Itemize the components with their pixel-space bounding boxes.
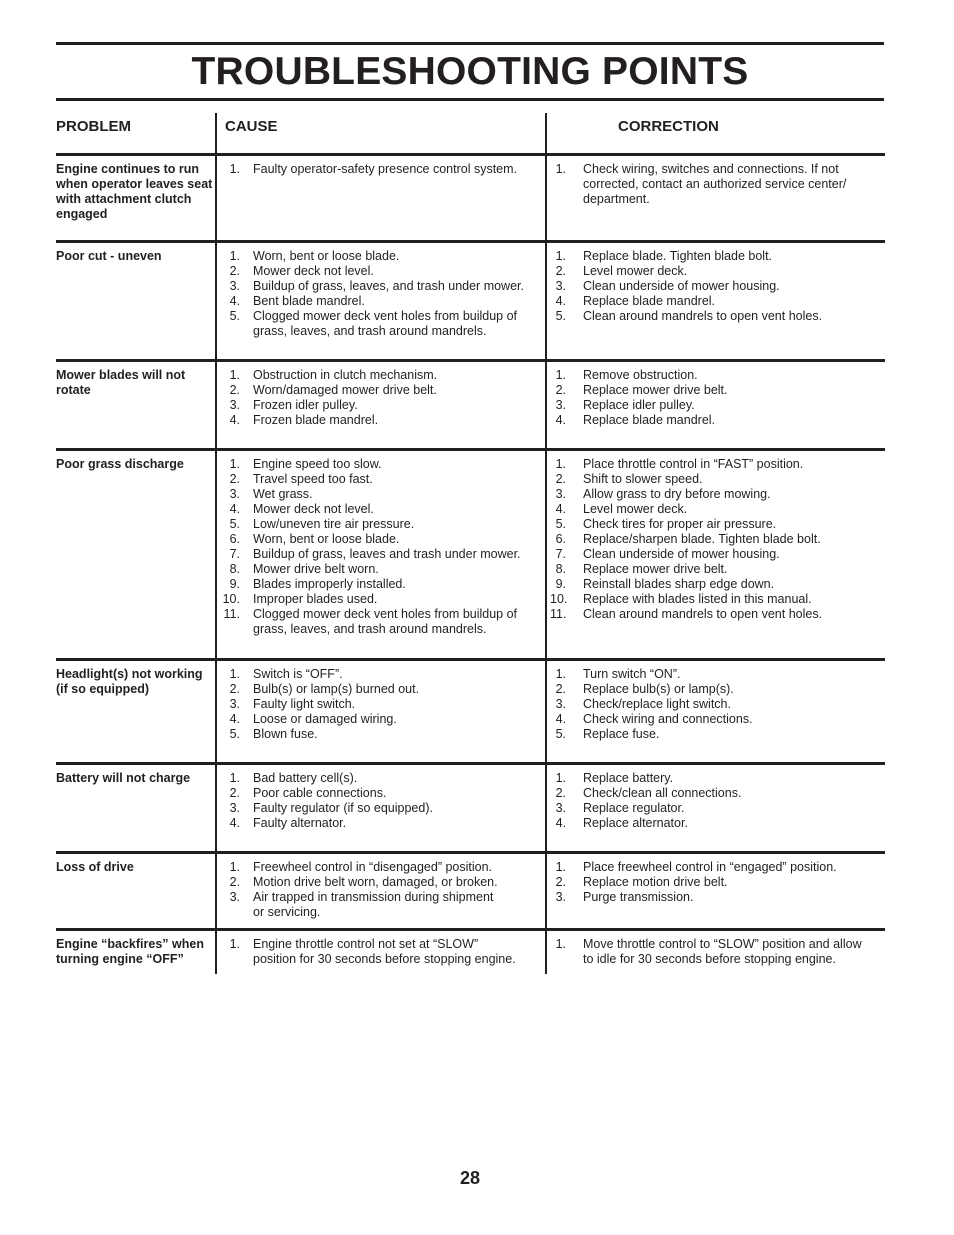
item-text: Place throttle control in “FAST” position.	[583, 457, 804, 471]
column-divider	[545, 854, 547, 928]
correction-item	[550, 279, 884, 294]
cause-item	[220, 309, 540, 339]
item-number: 2.	[229, 682, 240, 696]
cause-list	[220, 937, 540, 967]
table-row	[56, 362, 886, 448]
cause-list	[220, 368, 540, 428]
item-text: Blown fuse.	[253, 727, 318, 741]
item-number: 5.	[229, 309, 240, 323]
problem-cell: Headlight(s) not working (if so equipped)	[56, 667, 203, 696]
column-divider	[215, 113, 217, 153]
item-number: 4.	[229, 502, 240, 516]
title-rule	[56, 98, 884, 101]
cause-item	[220, 472, 540, 487]
correction-item	[550, 771, 884, 786]
cause-item	[220, 294, 540, 309]
item-number: 6.	[229, 532, 240, 546]
correction-item	[550, 682, 884, 697]
cause-item	[220, 592, 540, 607]
table-row	[56, 765, 886, 851]
correction-list	[550, 860, 884, 905]
correction-item	[550, 547, 884, 562]
item-number: 11.	[223, 607, 240, 621]
item-number: 4.	[229, 294, 240, 308]
cause-item	[220, 487, 540, 502]
item-text: Level mower deck.	[583, 502, 688, 516]
table-row	[56, 243, 886, 359]
item-text: Engine throttle control not set at “SLOW” position for 30 seconds before stopping engine.	[253, 937, 516, 966]
item-number: 1.	[229, 860, 240, 874]
item-text: Replace bulb(s) or lamp(s).	[583, 682, 734, 696]
cause-item	[220, 532, 540, 547]
item-text: Replace mower drive belt.	[583, 562, 728, 576]
item-number: 1.	[229, 667, 240, 681]
cause-item	[220, 577, 540, 592]
item-number: 1.	[555, 457, 566, 471]
column-divider	[545, 661, 547, 762]
item-number: 5.	[555, 309, 566, 323]
correction-item	[550, 413, 884, 428]
column-divider	[545, 451, 547, 658]
item-number: 3.	[229, 697, 240, 711]
item-number: 1.	[555, 860, 566, 874]
cause-item	[220, 562, 540, 577]
item-text: Clogged mower deck vent holes from buildup of grass, leaves, and trash around mandrels.	[253, 309, 518, 338]
cause-item	[220, 457, 540, 472]
correction-list	[550, 162, 884, 207]
item-text: Improper blades used.	[253, 592, 378, 606]
correction-list	[550, 771, 884, 831]
correction-item	[550, 667, 884, 682]
cause-item	[220, 413, 540, 428]
item-number: 9.	[229, 577, 240, 591]
cause-list	[220, 162, 540, 177]
correction-list	[550, 249, 884, 324]
problem-cell: Poor cut - uneven	[56, 249, 162, 263]
item-text: Worn, bent or loose blade.	[253, 249, 400, 263]
item-number: 4.	[555, 712, 566, 726]
item-text: Motion drive belt worn, damaged, or broken.	[253, 875, 498, 889]
item-text: Level mower deck.	[583, 264, 688, 278]
item-text: Allow grass to dry before mowing.	[583, 487, 771, 501]
item-text: Check wiring and connections.	[583, 712, 753, 726]
correction-item	[550, 727, 884, 742]
cause-list	[220, 860, 540, 920]
item-text: Check/replace light switch.	[583, 697, 731, 711]
correction-list	[550, 368, 884, 428]
item-number: 1.	[229, 937, 240, 951]
item-text: Worn/damaged mower drive belt.	[253, 383, 437, 397]
item-number: 2.	[555, 875, 566, 889]
correction-item	[550, 398, 884, 413]
column-divider	[545, 156, 547, 240]
cause-item	[220, 771, 540, 786]
item-text: Move throttle control to “SLOW” position and allow to idle for 30 seconds before stopping engine.	[583, 937, 862, 966]
item-text: Faulty light switch.	[253, 697, 356, 711]
item-text: Check/clean all connections.	[583, 786, 742, 800]
top-rule	[56, 42, 884, 45]
item-text: Replace idler pulley.	[583, 398, 695, 412]
item-number: 3.	[555, 890, 566, 904]
item-number: 5.	[555, 517, 566, 531]
column-divider	[215, 451, 217, 658]
column-divider	[545, 362, 547, 448]
item-number: 2.	[555, 682, 566, 696]
cause-item	[220, 667, 540, 682]
item-text: Freewheel control in “disengaged” position.	[253, 860, 493, 874]
item-number: 2.	[229, 472, 240, 486]
item-text: Check wiring, switches and connections. If not corrected, contact an authorized service center/ department.	[583, 162, 847, 206]
item-number: 3.	[555, 801, 566, 815]
item-text: Bulb(s) or lamp(s) burned out.	[253, 682, 420, 696]
cause-item	[220, 368, 540, 383]
cause-item	[220, 502, 540, 517]
item-number: 2.	[229, 786, 240, 800]
item-number: 1.	[555, 162, 566, 176]
correction-item	[550, 562, 884, 577]
correction-item	[550, 162, 884, 207]
item-text: Replace blade. Tighten blade bolt.	[583, 249, 773, 263]
item-number: 2.	[555, 264, 566, 278]
item-number: 4.	[229, 816, 240, 830]
item-number: 4.	[555, 294, 566, 308]
item-number: 7.	[555, 547, 566, 561]
item-text: Replace mower drive belt.	[583, 383, 728, 397]
correction-item	[550, 712, 884, 727]
item-text: Buildup of grass, leaves, and trash under mower.	[253, 279, 524, 293]
page-number: 28	[459, 1168, 481, 1188]
item-number: 3.	[555, 697, 566, 711]
column-divider	[545, 113, 547, 153]
item-text: Engine speed too slow.	[253, 457, 382, 471]
item-number: 1.	[555, 249, 566, 263]
item-text: Bent blade mandrel.	[253, 294, 365, 308]
item-text: Replace with blades listed in this manual.	[583, 592, 812, 606]
item-text: Replace/sharpen blade. Tighten blade bolt.	[583, 532, 821, 546]
problem-cell: Engine “backfires” when turning engine “OFF”	[56, 937, 204, 966]
correction-column-header: CORRECTION	[618, 118, 719, 135]
item-number: 8.	[229, 562, 240, 576]
item-number: 2.	[555, 786, 566, 800]
item-text: Replace fuse.	[583, 727, 660, 741]
item-number: 1.	[555, 368, 566, 382]
cause-item	[220, 786, 540, 801]
item-number: 3.	[229, 801, 240, 815]
item-number: 2.	[555, 383, 566, 397]
item-number: 1.	[229, 368, 240, 382]
cause-item	[220, 875, 540, 890]
cause-item	[220, 801, 540, 816]
correction-item	[550, 517, 884, 532]
item-text: Poor cable connections.	[253, 786, 387, 800]
item-number: 2.	[229, 875, 240, 889]
item-number: 1.	[229, 771, 240, 785]
item-text: Clean around mandrels to open vent holes.	[583, 309, 823, 323]
item-text: Replace regulator.	[583, 801, 685, 815]
item-text: Worn, bent or loose blade.	[253, 532, 400, 546]
item-text: Bad battery cell(s).	[253, 771, 358, 785]
item-text: Travel speed too fast.	[253, 472, 373, 486]
troubleshooting-table	[56, 113, 886, 974]
cause-item	[220, 264, 540, 279]
item-number: 4.	[555, 816, 566, 830]
item-number: 9.	[555, 577, 566, 591]
correction-list	[550, 937, 884, 967]
item-text: Obstruction in clutch mechanism.	[253, 368, 438, 382]
item-text: Clean around mandrels to open vent holes.	[583, 607, 823, 621]
item-text: Replace battery.	[583, 771, 674, 785]
item-number: 11.	[550, 607, 567, 621]
correction-item	[550, 890, 884, 905]
table-row	[56, 661, 886, 762]
cause-list	[220, 249, 540, 339]
cause-list	[220, 457, 540, 637]
item-number: 3.	[229, 890, 240, 904]
item-text: Blades improperly installed.	[253, 577, 406, 591]
item-text: Purge transmission.	[583, 890, 694, 904]
item-number: 1.	[555, 937, 566, 951]
table-row	[56, 854, 886, 928]
problem-column-header: PROBLEM	[56, 118, 131, 135]
cause-item	[220, 383, 540, 398]
cause-item	[220, 517, 540, 532]
item-number: 3.	[555, 487, 566, 501]
item-number: 3.	[555, 279, 566, 293]
item-text: Faulty regulator (if so equipped).	[253, 801, 433, 815]
item-number: 3.	[229, 279, 240, 293]
correction-item	[550, 472, 884, 487]
cause-item	[220, 398, 540, 413]
item-text: Mower deck not level.	[253, 264, 374, 278]
cause-list	[220, 771, 540, 831]
item-number: 1.	[229, 162, 240, 176]
table-header-row	[56, 113, 886, 153]
column-divider	[545, 931, 547, 974]
item-number: 1.	[229, 457, 240, 471]
item-text: Loose or damaged wiring.	[253, 712, 397, 726]
cause-item	[220, 162, 540, 177]
item-text: Replace blade mandrel.	[583, 413, 716, 427]
item-number: 8.	[555, 562, 566, 576]
cause-item	[220, 937, 540, 967]
cause-item	[220, 727, 540, 742]
correction-item	[550, 368, 884, 383]
correction-item	[550, 532, 884, 547]
cause-item	[220, 816, 540, 831]
cause-item	[220, 682, 540, 697]
problem-cell: Battery will not charge	[56, 771, 191, 785]
correction-list	[550, 667, 884, 742]
item-number: 4.	[229, 712, 240, 726]
item-number: 4.	[555, 502, 566, 516]
table-row	[56, 931, 886, 974]
item-text: Clean underside of mower housing.	[583, 279, 780, 293]
cause-item	[220, 860, 540, 875]
cause-item	[220, 697, 540, 712]
correction-item	[550, 487, 884, 502]
item-text: Place freewheel control in “engaged” position.	[583, 860, 837, 874]
correction-item	[550, 875, 884, 890]
item-text: Clean underside of mower housing.	[583, 547, 780, 561]
item-number: 2.	[229, 383, 240, 397]
correction-item	[550, 860, 884, 875]
item-text: Replace alternator.	[583, 816, 688, 830]
item-number: 3.	[555, 398, 566, 412]
correction-item	[550, 937, 884, 967]
item-text: Frozen idler pulley.	[253, 398, 358, 412]
correction-item	[550, 786, 884, 801]
correction-item	[550, 577, 884, 592]
cause-item	[220, 279, 540, 294]
item-text: Replace motion drive belt.	[583, 875, 728, 889]
item-text: Buildup of grass, leaves and trash under mower.	[253, 547, 521, 561]
cause-item	[220, 547, 540, 562]
item-text: Shift to slower speed.	[583, 472, 703, 486]
problem-cell: Loss of drive	[56, 860, 134, 874]
item-number: 4.	[229, 413, 240, 427]
problem-cell: Mower blades will not rotate	[56, 368, 186, 397]
item-text: Mower drive belt worn.	[253, 562, 379, 576]
item-text: Frozen blade mandrel.	[253, 413, 379, 427]
item-number: 3.	[229, 398, 240, 412]
correction-item	[550, 607, 884, 622]
item-text: Check tires for proper air pressure.	[583, 517, 777, 531]
item-number: 10.	[222, 592, 240, 606]
correction-item	[550, 592, 884, 607]
item-text: Reinstall blades sharp edge down.	[583, 577, 775, 591]
correction-item	[550, 264, 884, 279]
item-text: Faulty alternator.	[253, 816, 347, 830]
item-number: 2.	[555, 472, 566, 486]
problem-cell: Poor grass discharge	[56, 457, 184, 471]
item-number: 1.	[229, 249, 240, 263]
item-text: Mower deck not level.	[253, 502, 374, 516]
item-text: Replace blade mandrel.	[583, 294, 716, 308]
item-text: Remove obstruction.	[583, 368, 698, 382]
correction-item	[550, 383, 884, 398]
item-number: 2.	[229, 264, 240, 278]
item-text: Clogged mower deck vent holes from buildup of grass, leaves, and trash around mandrels.	[253, 607, 518, 636]
item-text: Low/uneven tire air pressure.	[253, 517, 415, 531]
cause-item	[220, 890, 540, 920]
table-row	[56, 156, 886, 240]
correction-item	[550, 457, 884, 472]
correction-item	[550, 801, 884, 816]
item-number: 6.	[555, 532, 566, 546]
cause-column-header: CAUSE	[225, 118, 278, 135]
problem-cell: Engine continues to run when operator leaves seat with attachment clutch engaged	[56, 162, 213, 221]
item-text: Switch is “OFF”.	[253, 667, 343, 681]
table-body	[56, 153, 886, 974]
item-number: 1.	[555, 771, 566, 785]
item-text: Wet grass.	[253, 487, 313, 501]
item-number: 5.	[229, 727, 240, 741]
item-text: Turn switch “ON”.	[583, 667, 681, 681]
column-divider	[545, 765, 547, 851]
correction-item	[550, 816, 884, 831]
cause-item	[220, 607, 540, 637]
correction-item	[550, 309, 884, 324]
page-title: TROUBLESHOOTING POINTS	[191, 50, 749, 93]
correction-item	[550, 294, 884, 309]
item-number: 4.	[555, 413, 566, 427]
item-number: 5.	[555, 727, 566, 741]
item-number: 1.	[555, 667, 566, 681]
item-number: 7.	[229, 547, 240, 561]
item-text: Air trapped in transmission during shipment or servicing.	[253, 890, 494, 919]
table-row	[56, 451, 886, 658]
item-text: Faulty operator-safety presence control system.	[253, 162, 518, 176]
correction-item	[550, 502, 884, 517]
item-number: 3.	[229, 487, 240, 501]
correction-list	[550, 457, 884, 622]
column-divider	[545, 243, 547, 359]
correction-item	[550, 249, 884, 264]
item-number: 10.	[550, 592, 568, 606]
cause-item	[220, 249, 540, 264]
correction-item	[550, 697, 884, 712]
item-number: 5.	[229, 517, 240, 531]
cause-list	[220, 667, 540, 742]
cause-item	[220, 712, 540, 727]
